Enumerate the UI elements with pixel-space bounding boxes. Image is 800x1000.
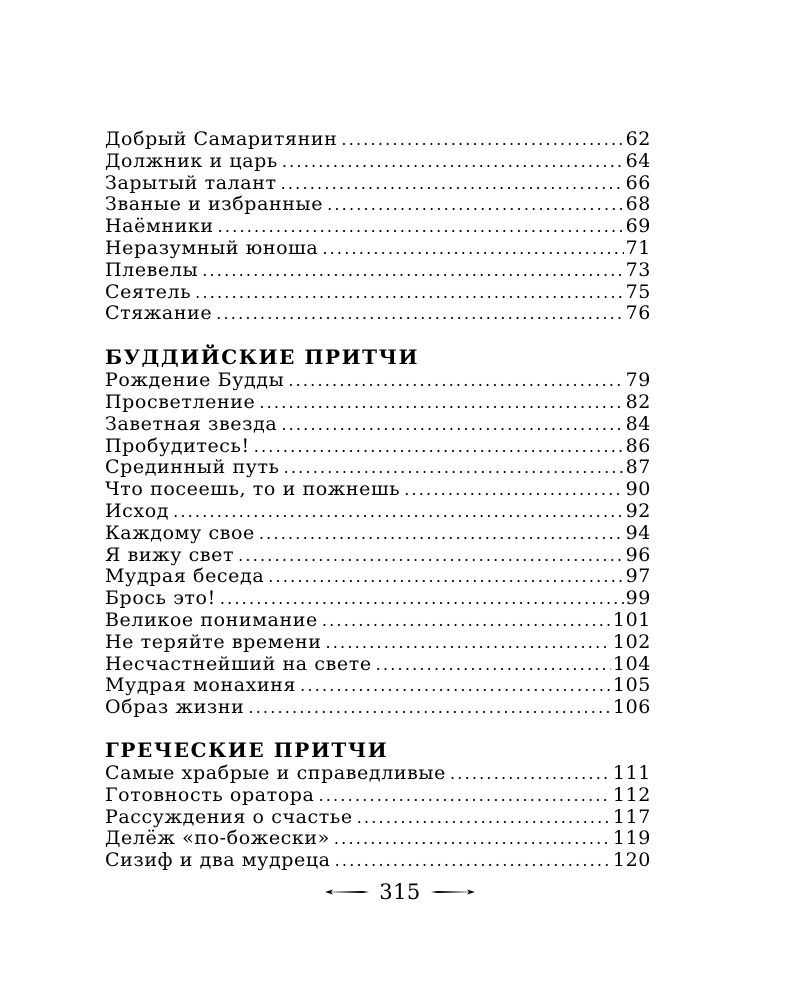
toc-entry-page: 86 [625,434,651,457]
toc-entry [105,675,651,697]
dot-leader [259,523,624,545]
dot-leader [282,151,624,173]
dot-leader [300,675,611,697]
toc-entry-page: 69 [625,215,651,238]
toc-entry-page: 120 [612,849,651,872]
dot-leader [318,785,610,807]
toc-entry [105,282,651,304]
toc-entry [105,392,651,414]
toc-entry-page: 94 [625,521,651,544]
toc-entry [105,151,651,173]
dot-leader [376,654,611,676]
toc-entry [105,238,651,260]
toc-entry-title: Сеятель [105,280,192,303]
toc-entry-title: Я вижу свет [105,543,235,566]
page-number: 315 [379,880,421,904]
dot-leader [238,545,623,567]
toc-entry-page: 87 [625,456,651,479]
toc-entry-page: 92 [625,499,651,522]
toc-entry [105,654,651,676]
toc-entry [105,260,651,282]
dot-leader [281,173,624,195]
toc-entry-title: Образ жизни [105,696,245,719]
toc-entry [105,173,651,195]
toc-entry-title: Зарытый талант [105,171,277,194]
toc-entry [105,566,651,588]
toc-entry-page: 76 [625,302,651,325]
toc-entry [105,457,651,479]
dot-leader [335,850,611,872]
toc-entry-title: Не теряйте времени [105,630,322,653]
toc-entry-title: Каждому свое [105,521,255,544]
toc-entry [105,194,651,216]
toc-entry-title: Великое понимание [105,608,318,631]
dot-leader [322,238,623,260]
dot-leader [334,828,611,850]
toc-entry [105,436,651,458]
toc-entry [105,501,651,523]
toc-entry-title: Самые храбрые и справедливые [105,761,446,784]
dot-leader [202,260,623,282]
toc-entry-title: Наёмники [105,215,214,238]
toc-entry-title: Мудрая беседа [105,565,265,588]
toc-entry-page: 111 [612,761,651,784]
section-heading-greek: ГРЕЧЕСКИЕ ПРИТЧИ [105,737,389,762]
toc-entry [105,807,651,829]
toc-entry-page: 73 [625,258,651,281]
dot-leader [216,303,623,325]
toc-entry-page: 102 [612,630,651,653]
dot-leader [404,479,623,501]
toc-entry-title: Рождение Будды [105,369,285,392]
toc-entry-title: Несчастнейший на свете [105,652,372,675]
toc-entry-title: Что посеешь, то и пожнешь [105,478,401,501]
toc-entry-title: Сизиф и два мудреца [105,849,331,872]
toc-section-greek [105,763,651,872]
dot-leader [259,392,623,414]
toc-entry [105,610,651,632]
toc-entry [105,632,651,654]
toc-entry-page: 79 [625,369,651,392]
dot-leader [284,457,624,479]
toc-entry [105,216,651,238]
toc-entry-page: 90 [625,478,651,501]
toc-entry-page: 112 [612,783,651,806]
toc-entry-page: 66 [625,171,651,194]
toc-entry-page: 71 [625,236,651,259]
toc-entry-page: 106 [612,696,651,719]
toc-entry [105,697,651,719]
toc-entry [105,523,651,545]
toc-entry-page: 105 [612,674,651,697]
toc-entry [105,370,651,392]
toc-entry-title: Делёж «по-божески» [105,827,330,850]
dot-leader [325,632,610,654]
toc-entry-title: Плевелы [105,258,199,281]
toc-entry-page: 117 [612,805,651,828]
toc-entry-title: Неразумный юноша [105,236,319,259]
toc-entry [105,303,651,325]
ornament-left-icon [323,886,373,898]
dot-leader [357,807,611,829]
ornament-right-icon [427,886,477,898]
dot-leader [220,588,624,610]
dot-leader [268,566,623,588]
section-heading-buddhist: БУДДИЙСКИЕ ПРИТЧИ [105,345,419,370]
dot-leader [327,194,624,216]
toc-entry [105,850,651,872]
table-of-contents [105,129,651,872]
toc-entry [105,479,651,501]
toc-entry [105,828,651,850]
toc-entry-title: Готовность оратора [105,783,315,806]
dot-leader [254,436,624,458]
toc-entry-page: 64 [625,149,651,172]
dot-leader [341,129,623,151]
toc-entry-title: Рассуждения о счастье [105,805,353,828]
toc-entry [105,129,651,151]
toc-entry-title: Пробудитесь! [105,434,250,457]
toc-entry-title: Мудрая монахиня [105,674,297,697]
toc-entry [105,414,651,436]
toc-entry-page: 119 [612,827,651,850]
toc-entry-page: 84 [625,412,651,435]
toc-entry-page: 96 [625,543,651,566]
toc-entry-title: Стяжание [105,302,213,325]
toc-entry-title: Должник и царь [105,149,278,172]
toc-section-continued [105,129,651,325]
toc-entry [105,785,651,807]
toc-entry-page: 99 [625,587,651,610]
toc-entry [105,545,651,567]
toc-entry-title: Брось это! [105,587,216,610]
toc-entry-title: Званые и избранные [105,193,324,216]
toc-entry-page: 97 [625,565,651,588]
dot-leader [248,697,611,719]
dot-leader [450,763,611,785]
toc-entry-page: 62 [625,128,651,150]
toc-entry-title: Заветная звезда [105,412,278,435]
page-footer [0,880,800,904]
toc-entry-title: Добрый Самаритянин [105,128,338,150]
toc-entry-page: 101 [612,608,651,631]
toc-entry-title: Просветление [105,390,256,413]
dot-leader [322,610,611,632]
dot-leader [218,216,624,238]
toc-entry-title: Срединный путь [105,456,280,479]
dot-leader [195,282,623,304]
dot-leader [281,414,623,436]
toc-entry-title: Исход [105,499,170,522]
toc-entry [105,588,651,610]
toc-entry [105,763,651,785]
dot-leader [173,501,624,523]
toc-entry-page: 75 [625,280,651,303]
toc-entry-page: 68 [625,193,651,216]
toc-entry-page: 104 [612,652,651,675]
toc-section-buddhist [105,370,651,719]
toc-entry-page: 82 [625,390,651,413]
dot-leader [288,370,623,392]
